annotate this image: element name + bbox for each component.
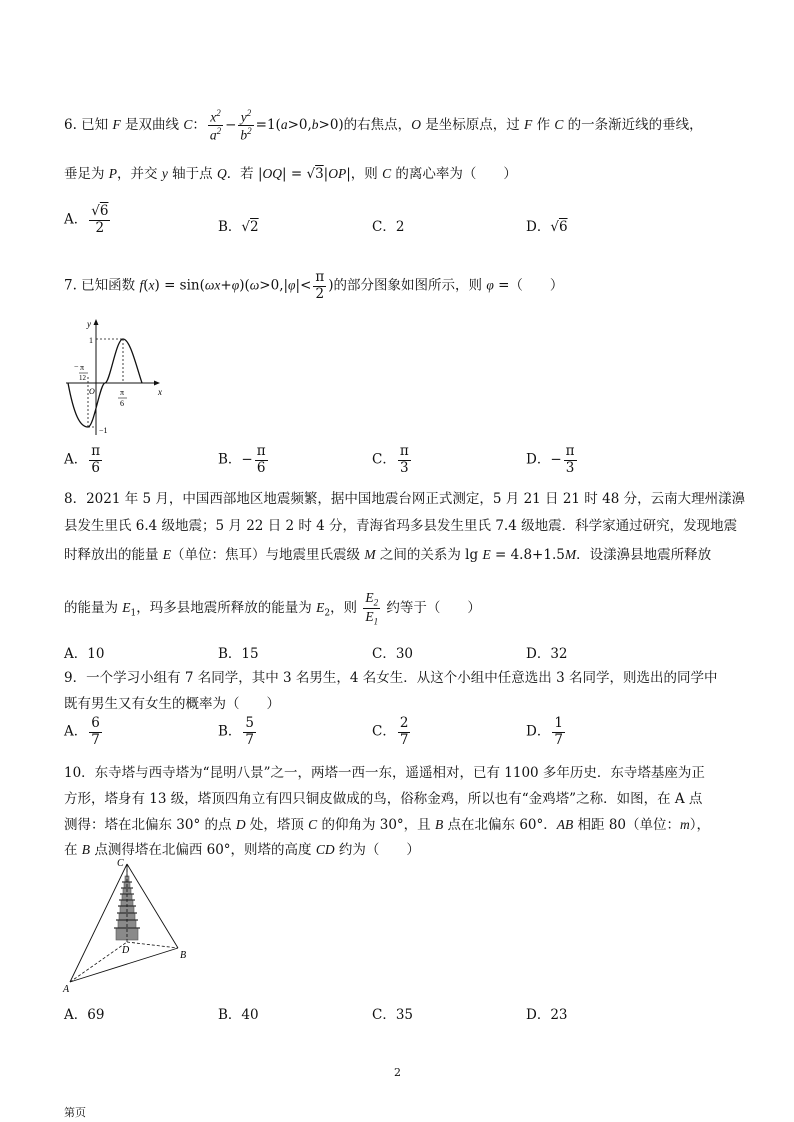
q7-right-num: π <box>120 388 125 397</box>
q10-label-c: C <box>117 858 124 869</box>
q9-line2: 既有男生又有女生的概率为（ ） <box>64 696 280 712</box>
q7-one-label: 1 <box>89 336 93 345</box>
q7-option-a[interactable]: A． $\frac{\pi}{6}$ <box>64 443 101 476</box>
q7-left-den: 12 <box>79 374 86 382</box>
q10-line3: 测得：塔在北偏东 30° 的点 D 处，塔顶 C 的仰角为 30°，且 B 点在北偏东 60°．AB 相距 80（单位：m）， <box>64 817 711 833</box>
q8-option-a[interactable]: A．10 <box>64 646 105 662</box>
q6-option-d[interactable]: D．√6 <box>526 219 568 235</box>
q10-line2: 方形，塔身有 13 级，塔顶四角立有四只铜皮做成的鸟，俗称金鸡，所以也有“金鸡塔”之称．如图，在 A 点 <box>64 791 703 807</box>
q7-option-c[interactable]: C． $\frac{\pi}{3}$ <box>372 443 409 476</box>
q8-option-d[interactable]: D．32 <box>526 646 568 662</box>
q6-option-b[interactable]: B．√2 <box>218 219 259 235</box>
q9-line1: 9．一个学习小组有 7 名同学，其中 3 名男生，4 名女生．从这个小组中任意选出 3 名同学，则选出的同学中 <box>64 670 718 686</box>
q9-option-a[interactable]: A． $\frac{6}{7}$ <box>64 715 100 748</box>
q7-origin-label: O <box>89 387 95 396</box>
q6-option-c[interactable]: C．2 <box>372 219 405 235</box>
q10-option-b[interactable]: B．40 <box>218 1007 259 1023</box>
page-number: 2 <box>394 1066 401 1079</box>
q10-label-a: A <box>63 984 70 995</box>
q7-y-label: y <box>87 319 91 329</box>
q10-line4: 在 B 点测得塔在北偏西 60°，则塔的高度 CD 约为（ ） <box>64 842 420 858</box>
q8-line4: 的能量为 $E_1$，玛多县地震所释放的能量为 $E_2$，则 $\frac{E_2}{E_1}$ 约等于（ ） <box>64 590 481 627</box>
q6-option-a[interactable]: A． $\frac{√6}{2}$ <box>64 203 109 236</box>
q6-line2: 垂足为 P，并交 y 轴于点 Q．若 |OQ| = √3|OP|，则 C 的离心率为（ ） <box>64 166 517 182</box>
q7-sine-graph <box>60 315 170 440</box>
q8-line2: 县发生里氏 6.4 级地震；5 月 22 日 2 时 4 分，青海省玛多县发生里氏 7.4 级地震．科学家通过研究，发现地震 <box>64 518 738 534</box>
q8-line1: 8．2021 年 5 月，中国西部地区地震频繁，据中国地震台网正式测定，5 月 21 日 21 时 48 分，云南大理州漾濞 <box>64 491 746 507</box>
q8-option-b[interactable]: B．15 <box>218 646 259 662</box>
q6-line1: 6. 已知 F 是双曲线 C： $\frac{x^2}{a^2}$ − $\frac{y^2}{b^2}$ =1(a>0,b>0)的右焦点，O 是坐标原点，过 F 作 C 的一条渐近线的垂线， <box>64 108 703 143</box>
q8-option-c[interactable]: C．30 <box>372 646 414 662</box>
svg-text:−: − <box>74 362 79 371</box>
q9-option-d[interactable]: D． $\frac{1}{7}$ <box>526 715 563 748</box>
q7-neg-one-label: −1 <box>99 426 108 435</box>
q7-option-b[interactable]: B．− $\frac{\pi}{6}$ <box>218 443 266 476</box>
q7-left-num: π <box>80 363 85 372</box>
q10-option-a[interactable]: A．69 <box>64 1007 105 1023</box>
q10-label-b: B <box>180 950 187 961</box>
q7-line1: 7. 已知函数 f(x) = sin(ωx+φ)(ω>0,|φ|< $\frac{\pi}{2}$ )的部分图象如图所示，则 φ =（ ） <box>64 269 564 302</box>
q10-pagoda-figure <box>60 856 200 996</box>
footer-label: 第页 <box>64 1106 86 1119</box>
q8-line3: 时释放出的能量 E（单位：焦耳）与地震里氏震级 M 之间的关系为 lg E = 4.8+1.5M．设漾濞县地震所释放 <box>64 547 712 563</box>
q7-option-d[interactable]: D．− $\frac{\pi}{3}$ <box>526 443 575 476</box>
q10-option-d[interactable]: D．23 <box>526 1007 568 1023</box>
q10-label-d: D <box>122 945 130 956</box>
q10-line1: 10．东寺塔与西寺塔为“昆明八景”之一，两塔一西一东，遥遥相对，已有 1100 多年历史．东寺塔基座为正 <box>64 765 705 781</box>
q7-right-den: 6 <box>120 399 124 408</box>
q9-option-b[interactable]: B． $\frac{5}{7}$ <box>218 715 255 748</box>
q9-option-c[interactable]: C． $\frac{2}{7}$ <box>372 715 409 748</box>
q10-option-c[interactable]: C．35 <box>372 1007 414 1023</box>
q7-x-label: x <box>158 387 162 397</box>
